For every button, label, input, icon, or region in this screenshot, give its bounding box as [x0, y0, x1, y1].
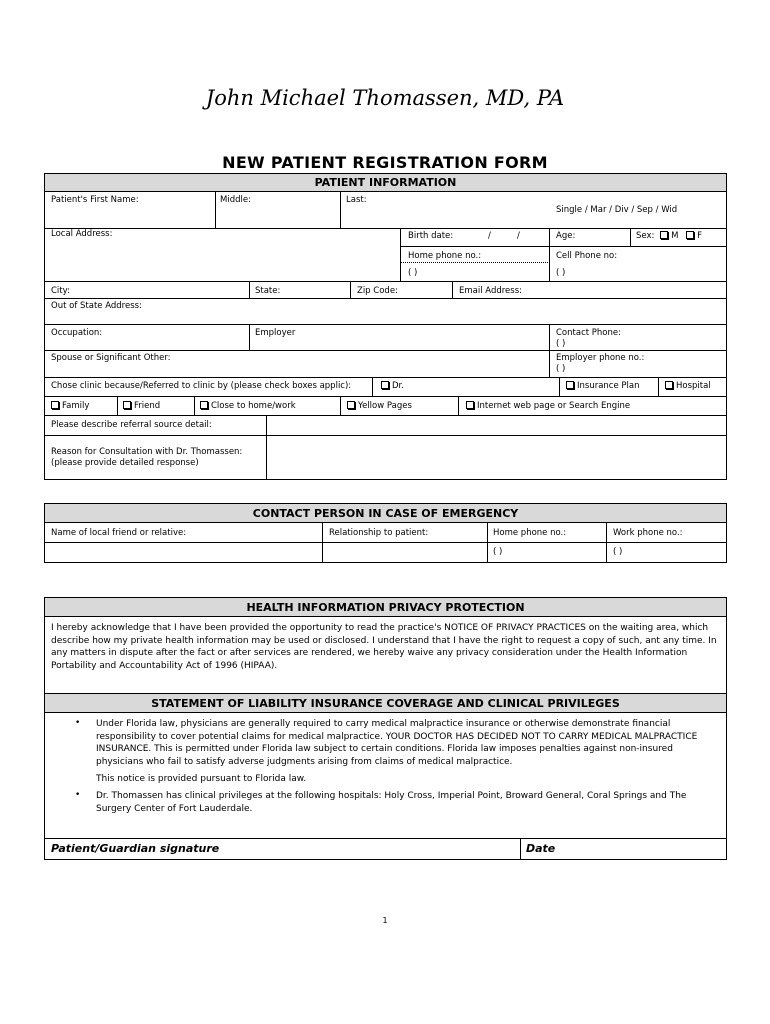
- family-label: Family: [62, 401, 90, 411]
- emergency-name-label: Name of local friend or relative:: [51, 528, 187, 538]
- dr-checkbox[interactable]: [381, 381, 389, 389]
- date-label: Date: [526, 842, 556, 855]
- option-hospital[interactable]: [665, 381, 711, 392]
- close-to-home-label: Close to home/work: [211, 401, 296, 411]
- sex-field[interactable]: [636, 231, 702, 242]
- option-internet[interactable]: [466, 401, 630, 412]
- patient-signature-label: Patient/Guardian signature: [51, 842, 220, 855]
- birth-date-separator: /: [488, 231, 491, 241]
- chose-clinic-label: Chose clinic because/Referred to clinic by (please check boxes applic):: [51, 381, 352, 391]
- home-phone-parens: ( ): [408, 268, 418, 278]
- city-label: City:: [51, 286, 70, 296]
- option-close-to-home[interactable]: [200, 401, 296, 412]
- option-friend[interactable]: [123, 401, 160, 412]
- liability-item-1: Under Florida law, physicians are generally required to carry medical malpractice insurance or otherwise demonstrate financial responsibility to cover potential claims for medical malpractice. YOUR DOCTOR HAS DECIDED NOT TO CARRY MEDICAL MALPRACTICE INSURANCE. This is permitted under Florida law subject to certain conditions. Florida law imposes penalties against non-insured physicians who fail to satisfy adverse judgments arising from claims of medical malpractice.: [96, 719, 698, 767]
- contact-phone-parens: ( ): [556, 339, 566, 349]
- cell-phone-label: Cell Phone no:: [556, 251, 618, 261]
- option-family[interactable]: [51, 401, 89, 412]
- birth-date-label: Birth date:: [408, 231, 454, 241]
- option-yellow-pages[interactable]: [347, 401, 412, 412]
- reason-label-line1: Reason for Consultation with Dr. Thomassen:: [51, 447, 243, 457]
- home-phone-label: Home phone no.:: [408, 251, 482, 261]
- emergency-home-phone-parens: ( ): [493, 547, 503, 557]
- bullet-1: •: [75, 718, 81, 728]
- emergency-home-phone-label: Home phone no.:: [493, 528, 567, 538]
- internet-checkbox[interactable]: [466, 401, 474, 409]
- hospital-label: Hospital: [676, 381, 711, 391]
- sex-f-label: F: [697, 231, 703, 241]
- email-label: Email Address:: [459, 286, 522, 296]
- contact-phone-label: Contact Phone:: [556, 328, 621, 338]
- employer-label: Employer: [255, 328, 296, 338]
- option-insurance-plan[interactable]: [566, 381, 640, 392]
- birth-date-separator: /: [517, 231, 520, 241]
- friend-checkbox[interactable]: [123, 401, 131, 409]
- local-address-label: Local Address:: [51, 229, 113, 239]
- age-label: Age:: [556, 231, 576, 241]
- emergency-work-phone-parens: ( ): [613, 547, 623, 557]
- yellow-pages-checkbox[interactable]: [347, 401, 355, 409]
- employer-phone-label: Employer phone no.:: [556, 353, 645, 363]
- state-label: State:: [255, 286, 281, 296]
- employer-phone-parens: ( ): [556, 364, 566, 374]
- sex-label: Sex:: [636, 231, 655, 241]
- privacy-title: HEALTH INFORMATION PRIVACY PROTECTION: [246, 601, 525, 614]
- referral-detail-label: Please describe referral source detail:: [51, 420, 212, 430]
- sex-m-checkbox[interactable]: [660, 231, 668, 239]
- yellow-pages-label: Yellow Pages: [358, 401, 412, 411]
- close-to-home-checkbox[interactable]: [200, 401, 208, 409]
- patient-info-title: PATIENT INFORMATION: [314, 176, 457, 189]
- bullet-2: •: [75, 790, 81, 800]
- liability-title: STATEMENT OF LIABILITY INSURANCE COVERAGE AND CLINICAL PRIVILEGES: [151, 697, 620, 710]
- doctor-name: John Michael Thomassen, MD, PA: [205, 86, 565, 110]
- emergency-relationship-label: Relationship to patient:: [329, 528, 429, 538]
- liability-item-2: Dr. Thomassen has clinical privileges at the following hospitals: Holy Cross, Imperial Point, Broward General, Coral Springs and The Surgery Center of Fort Lauderdale.: [96, 791, 687, 814]
- internet-label: Internet web page or Search Engine: [477, 401, 631, 411]
- spouse-label: Spouse or Significant Other:: [51, 353, 171, 363]
- out-of-state-label: Out of State Address:: [51, 301, 142, 311]
- sex-m-label: M: [671, 231, 679, 241]
- cell-phone-parens: ( ): [556, 268, 566, 278]
- emergency-title: CONTACT PERSON IN CASE OF EMERGENCY: [252, 507, 519, 520]
- option-dr[interactable]: [381, 381, 404, 392]
- liability-notice: This notice is provided pursuant to Florida law.: [96, 774, 307, 784]
- friend-label: Friend: [134, 401, 161, 411]
- emergency-work-phone-label: Work phone no.:: [613, 528, 683, 538]
- occupation-label: Occupation:: [51, 328, 103, 338]
- first-name-label: Patient's First Name:: [51, 195, 139, 205]
- patient-info-section: [44, 173, 727, 480]
- form-title: NEW PATIENT REGISTRATION FORM: [222, 153, 548, 172]
- zip-code-label: Zip Code:: [357, 286, 398, 296]
- family-checkbox[interactable]: [51, 401, 59, 409]
- insurance-plan-label: Insurance Plan: [577, 381, 640, 391]
- hospital-checkbox[interactable]: [665, 381, 673, 389]
- dr-label: Dr.: [392, 381, 404, 391]
- sex-f-checkbox[interactable]: [686, 231, 694, 239]
- middle-label: Middle:: [220, 195, 251, 205]
- insurance-plan-checkbox[interactable]: [566, 381, 574, 389]
- reason-label-line2: (please provide detailed response): [51, 458, 199, 468]
- privacy-text: I hereby acknowledge that I have been provided the opportunity to read the practice's NOTICE OF PRIVACY PRACTICES on the waiting area, which describe how my private health information may be used or disclosed. I understand that I have the right to request a copy of such, ant any time. In any matters in dispute after the fact or after services are rendered, we hereby waive any privacy consideration under the Health Information Portability and Accountability Act of 1996 (HIPAA).: [51, 623, 717, 671]
- page-number: 1: [382, 916, 388, 925]
- marital-status-options[interactable]: Single / Mar / Div / Sep / Wid: [556, 205, 678, 215]
- last-label: Last:: [346, 195, 367, 205]
